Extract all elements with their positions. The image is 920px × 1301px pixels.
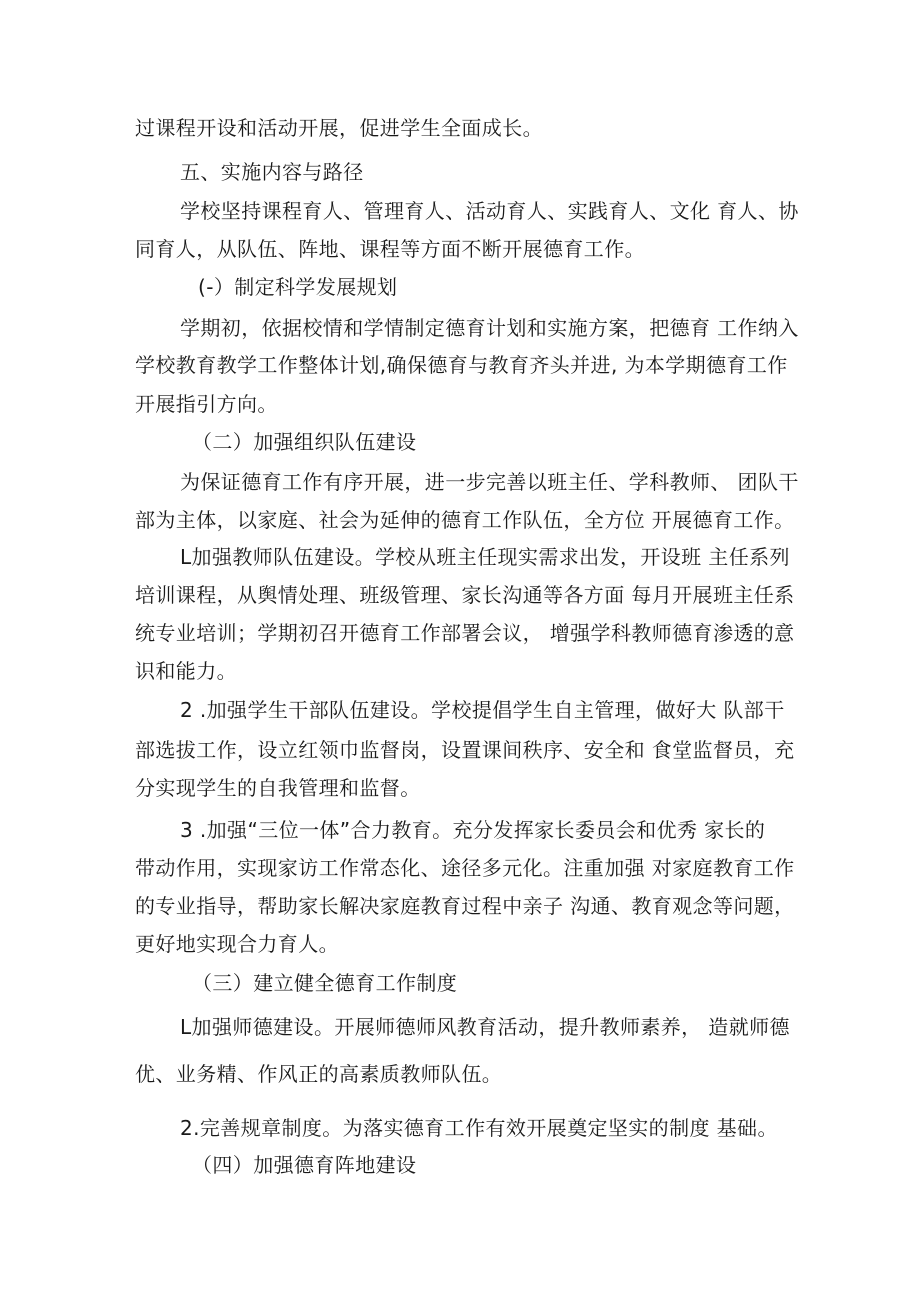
text-line: L加强师德建设。开展师德师风教育活动，提升教师素养， 造就师德 [180,1015,790,1039]
text-line: L加强教师队伍建设。学校从班主任现实需求出发，开设班 主任系列 [180,545,790,569]
subsection-heading: (-）制定科学发展规划 [198,275,398,299]
subsection-heading: （二）加强组织队伍建设 [192,430,417,454]
text-line: 过课程开设和活动开展，促进学生全面成长。 [135,116,543,140]
text-line: 培训课程，从舆情处理、班级管理、家长沟通等各方面 每月开展班主任系 [135,583,795,607]
text-line: 2 .加强学生干部队伍建设。学校提倡学生自主管理，做好大 队部干 [180,698,785,722]
subsection-heading: （三）建立健全德育工作制度 [192,971,458,995]
text-line: 识和能力。 [135,659,237,683]
text-line: 学期初，依据校情和学情制定德育计划和实施方案，把德育 工作纳入 [180,316,799,340]
text-line: 同育人，从队伍、阵地、课程等方面不断开展德育工作。 [135,237,645,261]
text-line: 3 .加强“三位一体”合力教育。充分发挥家长委员会和优秀 家长的 [180,818,766,842]
section-heading: 五、实施内容与路径 [180,160,364,184]
subsection-heading: （四）加强德育阵地建设 [192,1153,417,1177]
text-line: 带动作用，实现家访工作常态化、途径多元化。注重加强 对家庭教育工作 [135,856,795,880]
text-line: 统专业培训；学期初召开德育工作部署会议， 增强学科教师德育渗透的意 [135,621,795,645]
text-line: 更好地实现合力育人。 [135,932,339,956]
text-line: 学校坚持课程育人、管理育人、活动育人、实践育人、文化 育人、协 [180,199,799,223]
text-line: 学校教育教学工作整体计划,确保德育与教育齐头并进, 为本学期德育工作 [135,353,788,377]
text-line: 为保证德育工作有序开展，进一步完善以班主任、学科教师、 团队干 [180,470,799,494]
text-line: 分实现学生的自我管理和监督。 [135,776,421,800]
text-line: 开展指引方向。 [135,392,278,416]
text-line: 优、业务精、作风正的高素质教师队伍。 [135,1062,503,1086]
text-line: 的专业指导，帮助家长解决家庭教育过程中亲子 沟通、教育观念等问题， [135,894,795,918]
text-line: 部为主体，以家庭、社会为延伸的德育工作队伍，全方位 开展德育工作。 [135,508,795,532]
text-line: 2.完善规章制度。为落实德育工作有效开展奠定坚实的制度 基础。 [180,1116,778,1140]
text-line: 部选拔工作，设立红领巾监督岗，设置课间秩序、安全和 食堂监督员，充 [135,738,795,762]
